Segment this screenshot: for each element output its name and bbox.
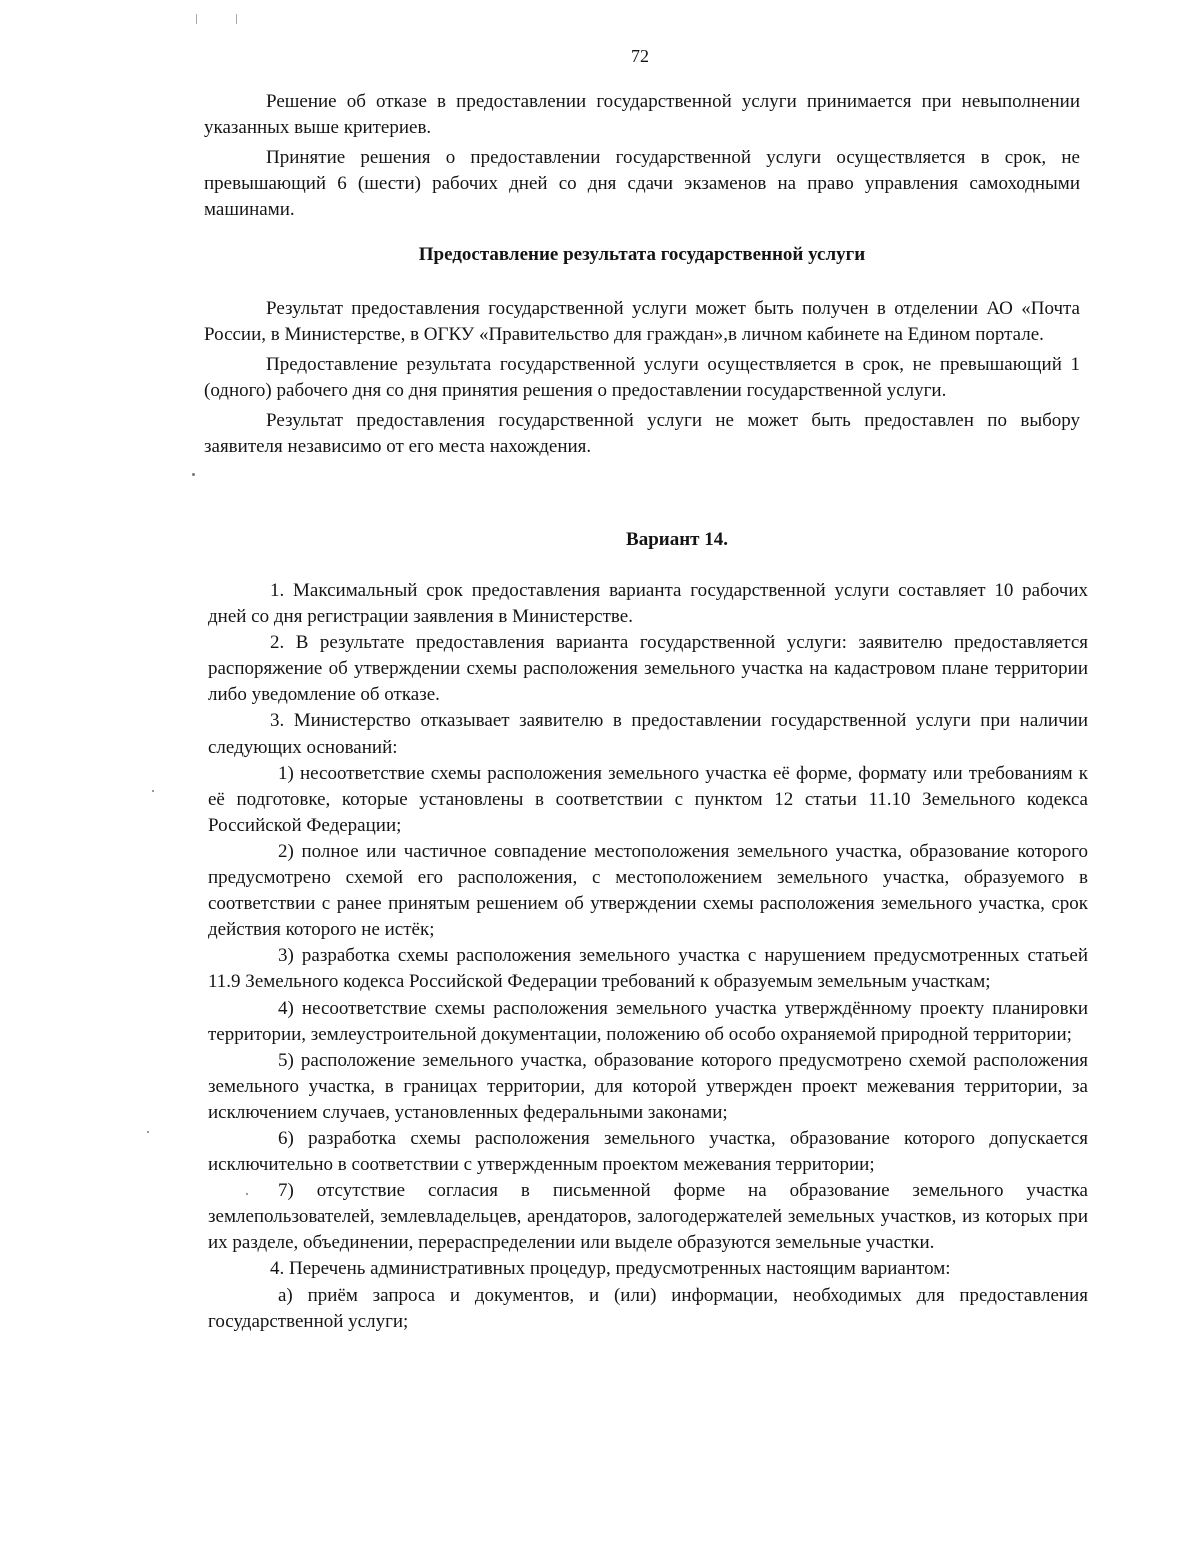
variant-list xyxy=(208,578,1088,1335)
paragraph: Результат предоставления государственной услуги не может быть предоставлен по выбору заявителя независимо от его места нахождения. xyxy=(204,410,1080,457)
scan-artifact xyxy=(147,1131,149,1133)
scan-artifact xyxy=(196,14,197,24)
paragraph: Принятие решения о предоставлении государственной услуги осуществляется в срок, не превышающий 6 (шести) рабочих дней со дня сдачи экзаменов на право управления самоходными машинами. xyxy=(204,147,1080,220)
list-item: 2) полное или частичное совпадение местоположения земельного участка, образование которого предусмотрено схемой его расположения, с местоположением земельного участка, образуемого в соответствии с ранее принятым решением об утверждении схемы расположения земельного участка, срок действия которого не истёк; xyxy=(208,840,1088,941)
list-item: 1) несоответствие схемы расположения земельного участка её форме, формату или требованиям к её подготовке, которые установлены в соответствии с пунктом 12 статьи 11.10 Земельного кодекса Российской Федерации; xyxy=(208,762,1088,836)
scan-artifact xyxy=(236,14,237,24)
result-section xyxy=(204,296,1080,460)
scan-artifact xyxy=(192,473,195,476)
list-item: а) приём запроса и документов, и (или) информации, необходимых для предоставления государственной услуги; xyxy=(208,1284,1088,1332)
list-item: 7) отсутствие согласия в письменной форме на образование земельного участка землепользователей, землевладельцев, арендаторов, залогодержателей земельных участков, из которых при их разделе, объединении, перераспределении или выделе образуются земельные участки. xyxy=(208,1180,1088,1254)
scan-artifact xyxy=(246,1193,248,1195)
page-number: 72 xyxy=(631,46,649,66)
paragraph: Предоставление результата государственной услуги осуществляется в срок, не превышающий 1 (одного) рабочего дня со дня принятия решения о предоставлении государственной услуги. xyxy=(204,354,1080,401)
paragraph: Решение об отказе в предоставлении государственной услуги принимается при невыполнении указанных выше критериев. xyxy=(204,91,1080,138)
scan-artifact xyxy=(152,790,154,792)
section-heading: Предоставление результата государственной услуги xyxy=(418,244,866,265)
list-item: 5) расположение земельного участка, образование которого предусмотрено схемой расположения земельного участка, в границах территории, для которой утвержден проект межевания территории, за исключением случаев, установленных федеральными законами; xyxy=(208,1049,1088,1123)
list-item: 4) несоответствие схемы расположения земельного участка утверждённому проекту планировки территории, землеустроительной документации, положению об особо охраняемой природной территории; xyxy=(208,997,1088,1045)
list-item: 3. Министерство отказывает заявителю в предоставлении государственной услуги при наличии следующих оснований: xyxy=(208,710,1088,758)
variant-heading: Вариант 14. xyxy=(626,529,728,550)
list-item: 4. Перечень административных процедур, предусмотренных настоящим вариантом: xyxy=(270,1258,951,1280)
paragraph: Результат предоставления государственной услуги может быть получен в отделении АО «Почта России, в Министерстве, в ОГКУ «Правительство для граждан»,в личном кабинете на Едином портале. xyxy=(204,298,1080,345)
list-item: 2. В результате предоставления варианта государственной услуги: заявителю предоставляется распоряжение об утверждении схемы расположения земельного участка на кадастровом плане территории либо уведомление об отказе. xyxy=(208,632,1088,706)
list-item: 3) разработка схемы расположения земельного участка с нарушением предусмотренных статьей 11.9 Земельного кодекса Российской Федерации требований к образуемым земельным участкам; xyxy=(208,945,1088,993)
list-item: 6) разработка схемы расположения земельного участка, образование которого допускается исключительно в соответствии с утвержденным проектом межевания территории; xyxy=(208,1127,1088,1176)
list-item: 1. Максимальный срок предоставления варианта государственной услуги составляет 10 рабочих дней со дня регистрации заявления в Министерстве. xyxy=(208,580,1088,628)
top-paragraphs xyxy=(204,89,1080,223)
